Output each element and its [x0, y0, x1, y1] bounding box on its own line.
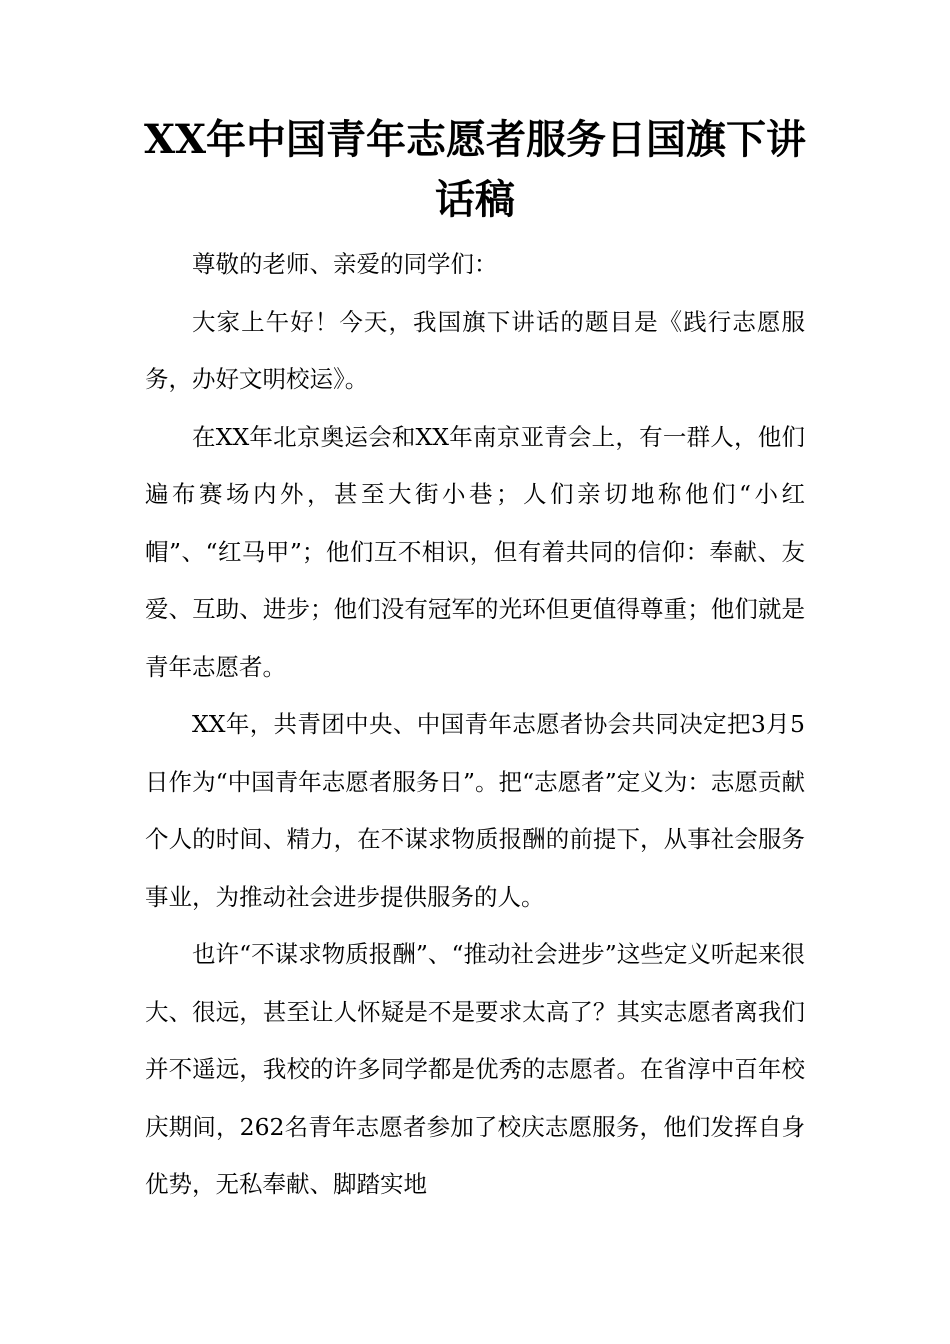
- paragraph-school-volunteers: 也许“不谋求物质报酬”、“推动社会进步”这些定义听起来很大、很远，甚至让人怀疑是不是要求太高了？其实志愿者离我们并不遥远，我校的许多同学都是优秀的志愿者。在省淳中百年校庆期间，262名青年志愿者参加了校庆志愿服务，他们发挥自身优势，无私奉献、脚踏实地: [145, 940, 805, 1198]
- paragraph-volunteer-day: XX年，共青团中央、中国青年志愿者协会共同决定把3月5日作为“中国青年志愿者服务日”。把“志愿者”定义为：志愿贡献个人的时间、精力，在不谋求物质报酬的前提下，从事社会服务事业，为推动社会进步提供服务的人。: [145, 710, 805, 911]
- paragraph-greeting: 大家上午好！今天，我国旗下讲话的题目是《践行志愿服务，办好文明校运》。: [145, 307, 805, 393]
- document-title: XX年中国青年志愿者服务日国旗下讲话稿: [143, 116, 807, 223]
- document-body: [145, 236, 805, 1214]
- paragraph-salutation: 尊敬的老师、亲爱的同学们：: [192, 250, 498, 278]
- paragraph-volunteers-intro: 在XX年北京奥运会和XX年南京亚青会上，有一群人，他们遍布赛场内外，甚至大街小巷；人们亲切地称他们“小红帽”、“红马甲”；他们互不相识，但有着共同的信仰：奉献、友爱、互助、进步；他们没有冠军的光环但更值得尊重；他们就是青年志愿者。: [145, 422, 805, 681]
